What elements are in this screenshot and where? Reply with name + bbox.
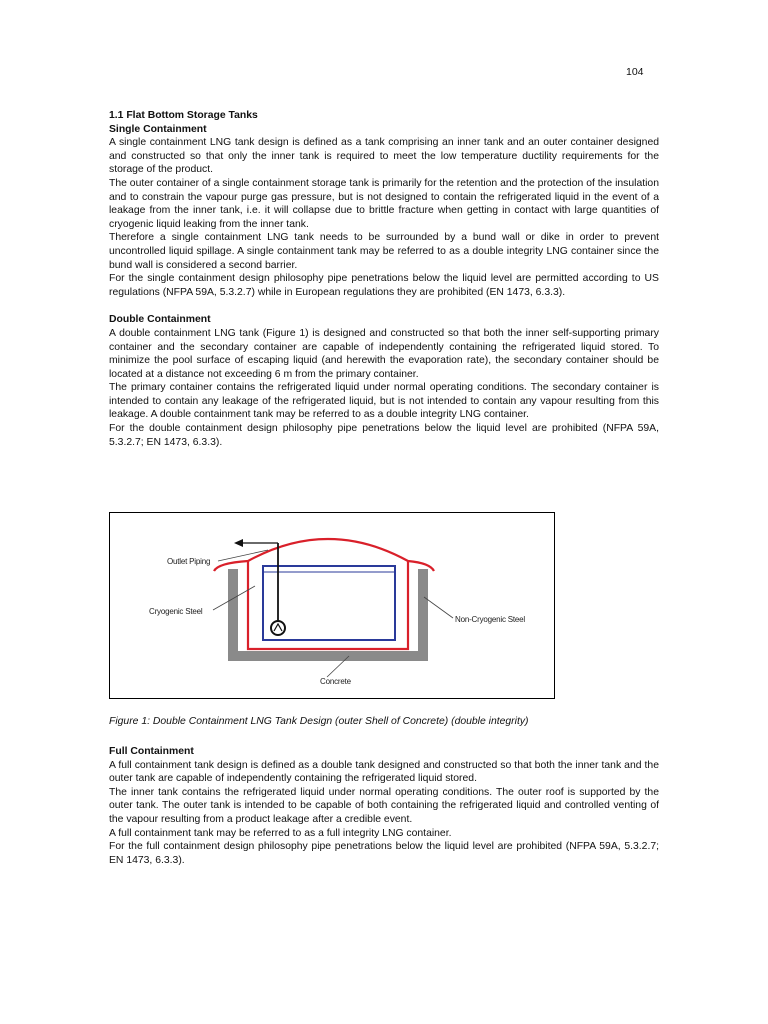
tank-diagram	[109, 512, 555, 699]
paragraph: Therefore a single containment LNG tank needs to be surrounded by a bund wall or dike in order to prevent uncontrolled liquid spillage. A single containment tank may be referred to as a double integrity LNG container since the bund wall is considered a second barrier.	[109, 232, 659, 271]
paragraph: The inner tank contains the refrigerated liquid under normal operating conditions. The outer roof is supported by the outer tank. The outer tank is intended to be capable of both containing the refrigerated liquid and controlled venting of the vapour resulting from a product leakage after a credible event.	[109, 786, 659, 825]
paragraph: The primary container contains the refrigerated liquid under normal operating conditions. The secondary container is intended to contain any leakage of the refrigerated liquid, but is not intended to contain any vapour resulting from this leakage. A double containment tank may be referred to as a double integrity LNG container.	[109, 382, 659, 421]
concrete-shell	[228, 569, 428, 661]
full-containment-heading: Full Containment	[109, 746, 194, 757]
tank-diagram-svg	[110, 513, 553, 697]
paragraph: For the double containment design philosophy pipe penetrations below the liquid level are prohibited (NFPA 59A, 5.3.2.7; EN 1473, 6.3.3).	[109, 423, 659, 448]
paragraph: For the full containment design philosophy pipe penetrations below the liquid level are prohibited (NFPA 59A, 5.3.2.7; EN 1473, 6.3.3).	[109, 841, 659, 866]
label-outlet-piping: Outlet Piping	[167, 557, 211, 566]
label-concrete: Concrete	[320, 677, 351, 686]
paragraph: A full containment tank design is defined as a double tank designed and constructed so that both the inner tank and the outer tank are capable of independently containing the refrigerated liquid stored.	[109, 759, 659, 785]
paragraph: A single containment LNG tank design is defined as a tank comprising an inner tank and an outer container designed and constructed so that only the inner tank is required to meet the low temperature ductility requirements for the storage of the product.	[109, 137, 659, 176]
paragraph: A double containment LNG tank (Figure 1) is designed and constructed so that both the inner self-supporting primary container and the secondary container are capable of independently containing the refrigerated liquid stored. To minimize the pool surface of escaping liquid (and herewith the evaporation rate), the secondary container should be located at a distance not exceeding 6 m from the primary container.	[109, 327, 659, 380]
label-cryogenic-steel: Cryogenic Steel	[149, 607, 203, 616]
page-number: 104	[626, 66, 644, 78]
double-containment-heading: Double Containment	[109, 314, 211, 326]
outlet-arrow	[234, 539, 243, 547]
single-containment-heading: Single Containment	[109, 123, 207, 135]
paragraph: For the single containment design philosophy pipe penetrations below the liquid level are permitted according to US regulations (NFPA 59A, 5.3.2.7) while in European regulations they are prohibited (EN 1473, 6.3.3).	[109, 273, 659, 298]
non-cryogenic-outer-container	[248, 561, 408, 649]
figure-caption: Figure 1: Double Containment LNG Tank Design (outer Shell of Concrete) (double integrity)	[109, 716, 529, 727]
paragraph: A full containment tank may be referred to as a full integrity LNG container.	[109, 827, 452, 839]
paragraph: The outer container of a single containment storage tank is primarily for the retention and the protection of the insulation and to constrain the vapour purge gas pressure, but is not designed to contain the refrigerated liquid in the event of a leakage from the inner tank, i.e. it will collapse due to brittle fracture when getting in contact with large quantities of cryogenic liquid leaking from the inner tank.	[109, 177, 659, 230]
leader-non-cryogenic	[424, 597, 453, 618]
label-non-cryogenic-steel: Non-Cryogenic Steel	[455, 615, 526, 624]
main-content	[109, 109, 659, 449]
full-containment-section	[109, 745, 659, 867]
section-title: 1.1 Flat Bottom Storage Tanks	[109, 110, 258, 121]
